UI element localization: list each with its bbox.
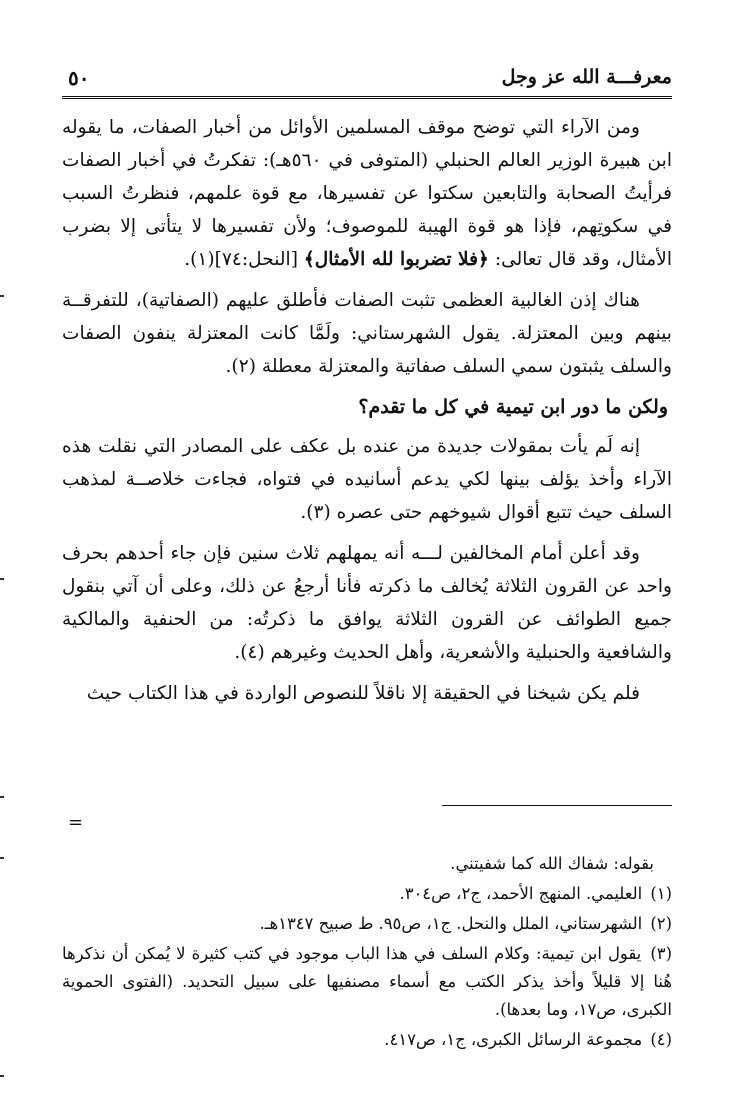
running-title: معرفـــة الله عز وجل — [501, 66, 672, 88]
footnote-text: مجموعة الرسائل الكبرى، ج١، ص٤١٧. — [384, 1030, 643, 1049]
footnotes — [62, 850, 672, 1056]
footnote-number: (٣) — [650, 944, 672, 963]
footnote-separator — [442, 805, 672, 806]
footnote-number: (٤) — [650, 1030, 672, 1049]
paragraph-1-citation: [النحل:٧٤](١). — [184, 249, 304, 270]
scan-margin-mark — [0, 295, 4, 297]
footnote-text: العليمي. المنهج الأحمد، ج٢، ص٣٠٤. — [399, 884, 643, 903]
page-number: ٥٠ — [68, 66, 90, 90]
paragraph-1 — [62, 111, 672, 276]
footnote-2 — [62, 910, 672, 938]
scan-margin-mark — [0, 1075, 4, 1077]
paragraph-4: وقد أعلن أمام المخالفين لـــه أنه يمهلهم ثلاث سنين فإن جاء أحدهم بحرف واحد عن القرون الثلاثة يُخالف ما ذكرته فأنا أرجعُ عن ذلك، وعلى أن آتي بنقول جميع الطوائف عن القرون الثلاثة يوافق ما ذكرتُه: من الحنفية والمالكية والشافعية والحنبلية والأشعرية، وأهل الحديث وغيرهم (٤). — [62, 543, 672, 663]
footnote-3 — [62, 940, 672, 1024]
footnote-text: الشهرستاني، الملل والنحل. ج١، ص٩٥. ط صبيح ١٣٤٧هـ. — [259, 914, 643, 933]
footnote-1 — [62, 880, 672, 908]
section-heading: ولكن ما دور ابن تيمية في كل ما تقدم؟ — [358, 396, 668, 418]
footnote-continuation-mark: = — [68, 812, 84, 833]
main-text — [62, 111, 672, 710]
scan-margin-mark — [0, 578, 4, 580]
paragraph-1-text: ومن الآراء التي توضح موقف المسلمين الأوائل من أخبار الصفات، ما يقوله ابن هبيرة الوزير العالم الحنبلي (المتوفى في ٥٦٠هـ): تفكرتُ في أخبار الصفات فرأيتُ الصحابة والتابعين سكتوا عن تفسيرها، مع قوة علمهم، فنظرتُ السبب في سكوتِهم، فإذا هو قوة الهيبة للموصوف؛ ولأن تفسيرها لا يتأتى إلا بضرب الأمثال، وقد قال تعالى: — [62, 117, 672, 270]
scan-margin-mark — [0, 857, 4, 859]
quran-verse: ﴿فلا تضربوا لله الأمثال﴾ — [303, 249, 489, 270]
scan-margin-mark — [0, 796, 4, 798]
paragraph-3: إنه لَم يأت بمقولات جديدة من عنده بل عكف على المصادر التي نقلت هذه الآراء وأخذ يؤلف بينها لكي يدعم أسانيده في فتواه، فجاءت خلاصــة لمذهب السلف حيث تتبع أقوال شيوخهم حتى عصره (٣). — [62, 436, 672, 523]
footnote-number: (٢) — [650, 914, 672, 933]
footnote-4 — [62, 1026, 672, 1054]
footnote-number: (١) — [650, 884, 672, 903]
paragraph-2: هناك إذن الغالبية العظمى تثبت الصفات فأطلق عليهم (الصفاتية)، للتفرقــة بينهم وبين المعتزلة. يقول الشهرستاني: ولَمَّا كانت المعتزلة ينفون الصفات والسلف يثبتون سمي السلف صفاتية والمعتزلة معطلة (٢). — [62, 290, 672, 377]
footnote-text: يقول ابن تيمية: وكلام السلف في هذا الباب موجود في كتب كثيرة لا يُمكن أن نذكرها هُنا إلا قليلاً وأخذ يذكر الكتب مع أسماء مصنفيها على سبيل التحديد. (الفتوى الحموية الكبرى، ص١٧، وما بعدها). — [62, 944, 672, 1019]
footnote-continuation: بقوله: شفاك الله كما شفيتني. — [450, 854, 654, 873]
running-header — [62, 60, 672, 99]
paragraph-5: فلم يكن شيخنا في الحقيقة إلا ناقلاً للنصوص الواردة في هذا الكتاب حيث — [86, 683, 640, 704]
book-page — [62, 60, 672, 1090]
